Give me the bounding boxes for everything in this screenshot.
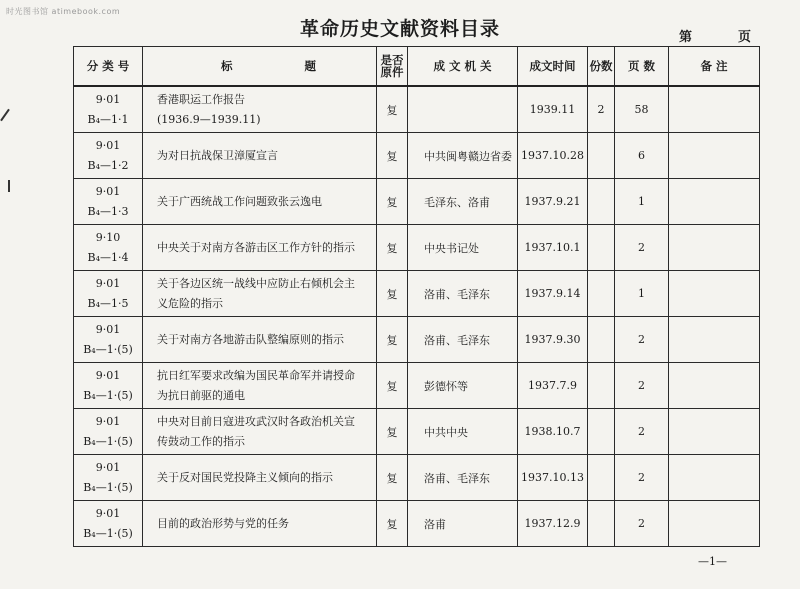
cell-original: 复 [377,409,408,455]
cell-original: 复 [377,317,408,363]
cell-code [74,271,143,317]
title-line2: 义危险的指示 [157,296,223,310]
cell-title [143,409,377,455]
code-line2: B₄—1·(5) [83,526,133,540]
cell-title [143,455,377,501]
title-line2: 传鼓动工作的指示 [157,434,245,448]
cell-code [74,225,143,271]
code-line1: 9·01 [95,322,121,336]
code-line2: B₄—1·(5) [83,480,133,494]
code-line2: B₄—1·1 [87,112,129,126]
cell-pages: 2 [615,455,669,501]
cell-copies [588,501,615,547]
code-line1: 9·01 [95,368,121,382]
cell-date: 1937.7.9 [518,363,588,409]
cell-notes [669,271,760,317]
cell-copies [588,225,615,271]
header-notes: 备 注 [669,47,760,87]
cell-copies [588,317,615,363]
cell-title [143,317,377,363]
cell-date: 1938.10.7 [518,409,588,455]
title-line1: 中央关于对南方各游击区工作方针的指示 [157,240,355,254]
cell-title [143,363,377,409]
cell-author [408,86,518,133]
table-row [74,363,760,409]
cell-notes [669,409,760,455]
margin-mark [0,109,10,122]
cell-notes [669,179,760,225]
header-title-left: 标 [221,59,233,73]
title-line1: 为对日抗战保卫漳厦宣言 [157,148,278,162]
cell-date: 1937.10.1 [518,225,588,271]
cell-pages: 2 [615,409,669,455]
code-line1: 9·01 [95,92,121,106]
cell-pages: 2 [615,225,669,271]
cell-date: 1939.11 [518,86,588,133]
title-line1: 关于各边区统一战线中应防止右倾机会主 [157,276,355,290]
cell-original: 复 [377,179,408,225]
cell-code [74,409,143,455]
cell-notes [669,225,760,271]
code-line2: B₄—1·(5) [83,434,133,448]
cell-pages: 1 [615,271,669,317]
header-code: 分 类 号 [74,47,143,87]
cell-pages: 2 [615,501,669,547]
title-line2: 为抗日前驱的通电 [157,388,245,402]
cell-date: 1937.10.28 [518,133,588,179]
table-row [74,225,760,271]
title-line1: 关于对南方各地游击队整编原则的指示 [157,332,344,346]
code-line2: B₄—1·3 [87,204,129,218]
title-line1: 关于广西统战工作问题致张云逸电 [157,194,322,208]
cell-author: 毛泽东、洛甫 [408,179,518,225]
title-line1: 中央对目前日寇进攻武汉时各政治机关宣 [157,414,355,428]
cell-author: 洛甫、毛泽东 [408,455,518,501]
cell-date: 1937.9.30 [518,317,588,363]
header-date: 成文时间 [518,47,588,87]
title-line1: 目前的政治形势与党的任务 [157,516,289,530]
cell-date: 1937.9.21 [518,179,588,225]
cell-title [143,133,377,179]
title-line1: 关于反对国民党投降主义倾向的指示 [157,470,333,484]
header-title-right: 题 [304,59,316,73]
code-line1: 9·01 [95,138,121,152]
table-row [74,133,760,179]
code-line1: 9·01 [95,414,121,428]
cell-notes [669,317,760,363]
cell-notes [669,455,760,501]
cell-title [143,86,377,133]
header-copies: 份数 [588,47,615,87]
cell-title [143,271,377,317]
watermark: 时光图书馆 atimebook.com [6,7,121,16]
cell-code [74,501,143,547]
cell-copies [588,409,615,455]
header-original-line2: 原件 [380,65,404,79]
table-row [74,501,760,547]
cell-author: 中共闽粤赣边省委 [408,133,518,179]
cell-pages: 2 [615,317,669,363]
cell-date: 1937.10.13 [518,455,588,501]
cell-original: 复 [377,225,408,271]
cell-original: 复 [377,86,408,133]
cell-original: 复 [377,501,408,547]
code-line2: B₄—1·(5) [83,342,133,356]
cell-notes [669,363,760,409]
cell-copies [588,271,615,317]
code-line2: B₄—1·4 [87,250,129,264]
code-line2: B₄—1·(5) [83,388,133,402]
page-label-ye: 页 [738,30,752,45]
footer-page-number: —1— [698,555,727,568]
cell-copies [588,133,615,179]
cell-original: 复 [377,133,408,179]
catalog-table [73,46,760,547]
code-line1: 9·10 [95,230,121,244]
cell-title [143,225,377,271]
cell-author: 彭德怀等 [408,363,518,409]
margin-mark [8,180,10,192]
cell-original: 复 [377,271,408,317]
cell-code [74,317,143,363]
cell-code [74,363,143,409]
cell-author: 洛甫、毛泽东 [408,271,518,317]
table-row [74,271,760,317]
cell-original: 复 [377,363,408,409]
cell-pages: 58 [615,86,669,133]
header-author: 成 文 机 关 [408,47,518,87]
cell-author: 中共中央 [408,409,518,455]
title-line1: 抗日红军要求改编为国民革命军并请授命 [157,368,355,382]
cell-author: 中央书记处 [408,225,518,271]
cell-pages: 6 [615,133,669,179]
header-original [377,47,408,87]
table-row [74,179,760,225]
code-line2: B₄—1·5 [87,296,129,310]
cell-date: 1937.9.14 [518,271,588,317]
cell-pages: 2 [615,363,669,409]
code-line1: 9·01 [95,460,121,474]
code-line2: B₄—1·2 [87,158,129,172]
header-title [143,47,377,87]
cell-code [74,455,143,501]
header-original-line1: 是否 [380,53,404,67]
code-line1: 9·01 [95,276,121,290]
cell-title [143,501,377,547]
page-label-di: 第 [679,30,693,45]
cell-copies [588,363,615,409]
cell-pages: 1 [615,179,669,225]
cell-title [143,179,377,225]
header-pages: 页 数 [615,47,669,87]
table-row [74,455,760,501]
code-line1: 9·01 [95,506,121,520]
cell-copies [588,179,615,225]
cell-notes [669,501,760,547]
cell-original: 复 [377,455,408,501]
cell-notes [669,133,760,179]
table-row [74,317,760,363]
title-line1: 香港职运工作报告 [157,92,245,106]
table-row [74,409,760,455]
cell-notes [669,86,760,133]
cell-code [74,133,143,179]
title-line2: (1936.9—1939.11) [157,112,261,126]
table-row [74,86,760,133]
cell-author: 洛甫 [408,501,518,547]
cell-copies [588,455,615,501]
cell-date: 1937.12.9 [518,501,588,547]
cell-code [74,86,143,133]
document-title: 革命历史文献资料目录 [300,18,501,40]
code-line1: 9·01 [95,184,121,198]
cell-author: 洛甫、毛泽东 [408,317,518,363]
table-header-row [74,47,760,87]
cell-code [74,179,143,225]
cell-copies: 2 [588,86,615,133]
